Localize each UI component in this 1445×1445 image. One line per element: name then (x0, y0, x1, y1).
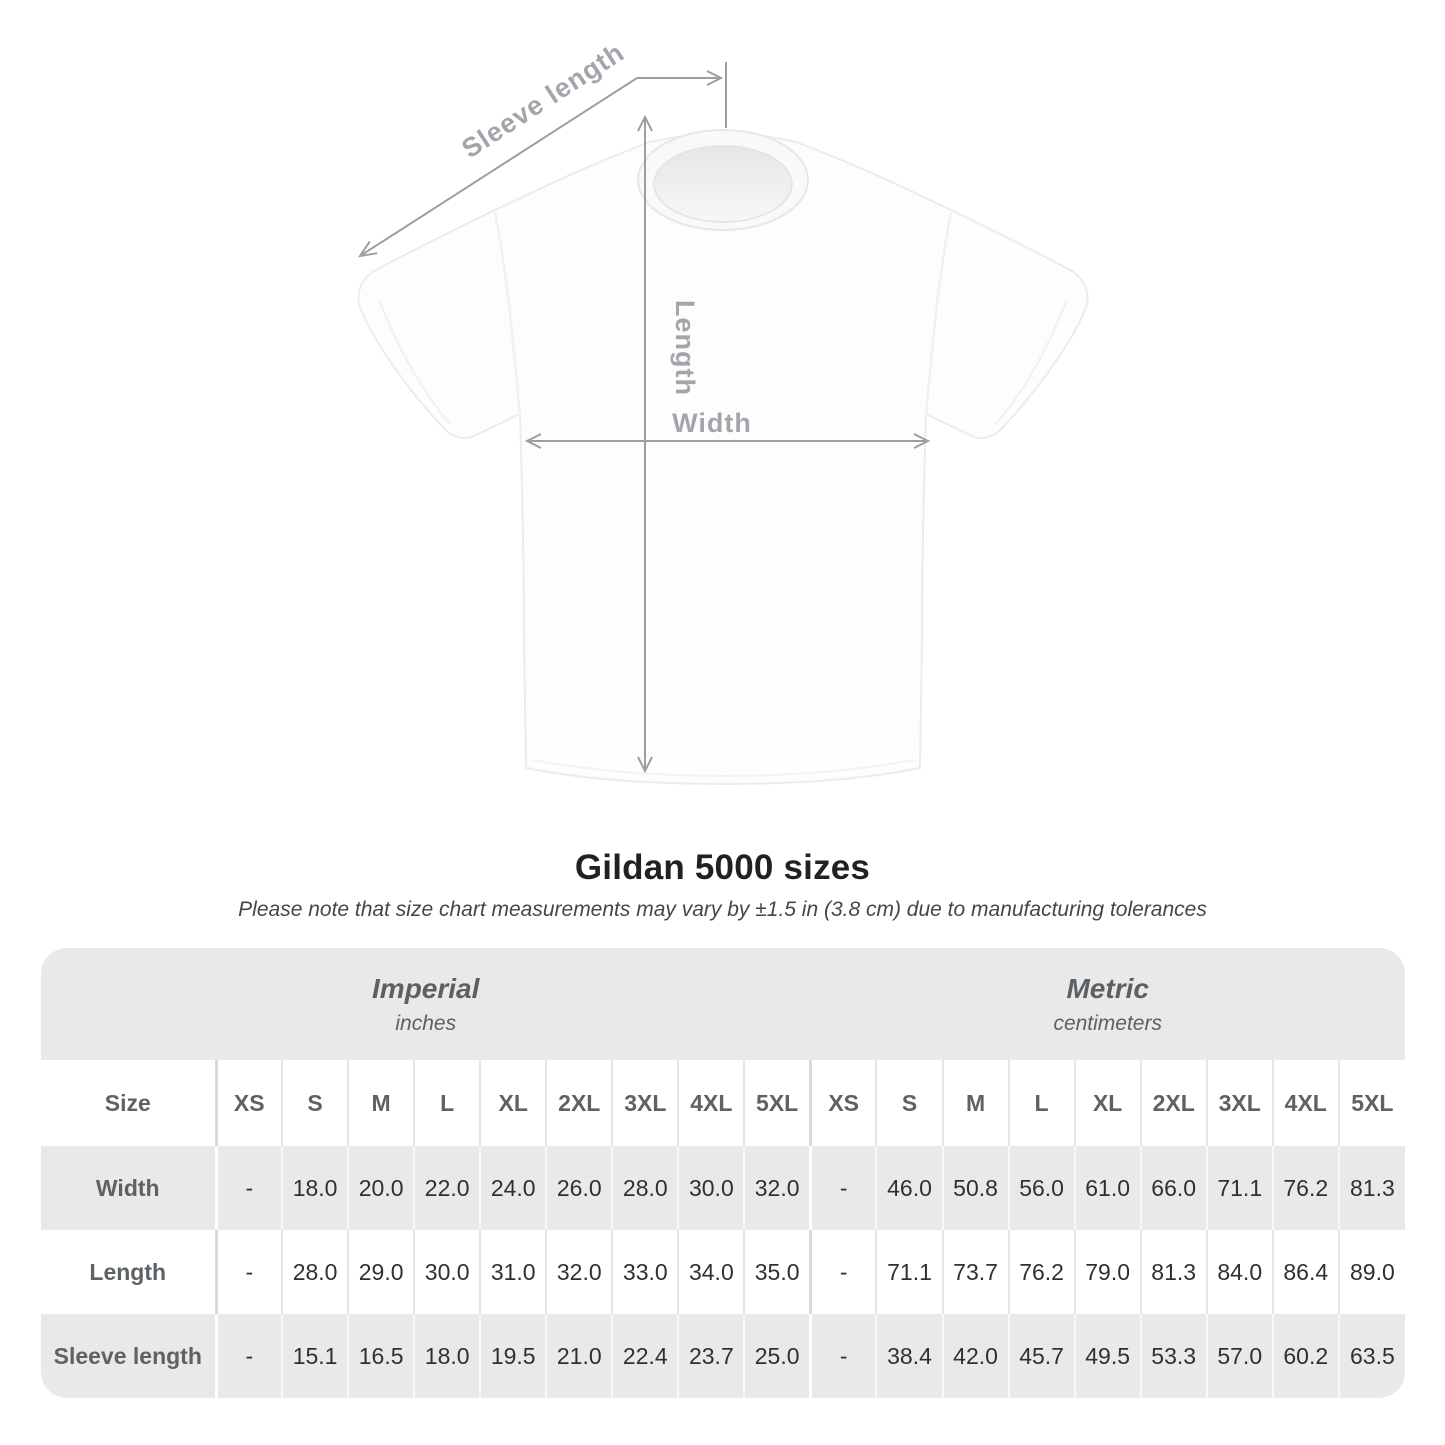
value-cell: - (810, 1314, 876, 1398)
value-cell: 16.5 (348, 1314, 414, 1398)
sleeve-length-label: Sleeve length (456, 36, 630, 164)
value-cell: 73.7 (943, 1230, 1009, 1314)
tshirt-illustration (358, 130, 1087, 784)
unit-header-row (41, 948, 1405, 1060)
value-cell: - (216, 1146, 282, 1230)
value-cell: 63.5 (1339, 1314, 1405, 1398)
imperial-section-header (41, 948, 810, 1060)
value-cell: 28.0 (612, 1146, 678, 1230)
value-cell: 35.0 (744, 1230, 810, 1314)
value-cell: - (216, 1314, 282, 1398)
imperial-title: Imperial (372, 972, 480, 1004)
page-title: Gildan 5000 sizes (574, 848, 871, 887)
metric-title: Metric (1066, 972, 1149, 1004)
value-cell: 15.1 (282, 1314, 348, 1398)
metric-unit: centimeters (1053, 1011, 1162, 1035)
value-cell: 53.3 (1141, 1314, 1207, 1398)
value-cell: 22.0 (414, 1146, 480, 1230)
value-cell: 86.4 (1273, 1230, 1339, 1314)
value-cell: 46.0 (876, 1146, 942, 1230)
size-table (41, 948, 1405, 1398)
size-header-cell: 5XL (744, 1060, 810, 1146)
tolerance-note: Please note that size chart measurements may vary by ±1.5 in (3.8 cm) due to manufacturing tolerances (238, 898, 1207, 921)
value-cell: 76.2 (1273, 1146, 1339, 1230)
value-cell: 81.3 (1339, 1146, 1405, 1230)
size-header-cell: XL (480, 1060, 546, 1146)
value-cell: 28.0 (282, 1230, 348, 1314)
row-label: Length (89, 1258, 167, 1285)
value-cell: 76.2 (1009, 1230, 1075, 1314)
value-cell: 81.3 (1141, 1230, 1207, 1314)
size-header-cell: S (876, 1060, 942, 1146)
value-cell: 29.0 (348, 1230, 414, 1314)
value-cell: 32.0 (546, 1230, 612, 1314)
value-cell: 19.5 (480, 1314, 546, 1398)
value-cell: 56.0 (1009, 1146, 1075, 1230)
value-cell: 60.2 (1273, 1314, 1339, 1398)
value-cell: 38.4 (876, 1314, 942, 1398)
value-cell: 57.0 (1207, 1314, 1273, 1398)
value-cell: 18.0 (414, 1314, 480, 1398)
size-header-cell: XS (810, 1060, 876, 1146)
value-cell: 26.0 (546, 1146, 612, 1230)
value-cell: 25.0 (744, 1314, 810, 1398)
value-cell: 61.0 (1075, 1146, 1141, 1230)
size-header-cell: L (1009, 1060, 1075, 1146)
value-cell: 23.7 (678, 1314, 744, 1398)
value-cell: - (216, 1230, 282, 1314)
size-header-cell: 4XL (1273, 1060, 1339, 1146)
value-cell: 89.0 (1339, 1230, 1405, 1314)
row-label: Width (95, 1174, 160, 1201)
value-cell: 71.1 (1207, 1146, 1273, 1230)
value-cell: 45.7 (1009, 1314, 1075, 1398)
value-cell: - (810, 1146, 876, 1230)
value-cell: 20.0 (348, 1146, 414, 1230)
value-cell: 71.1 (876, 1230, 942, 1314)
value-cell: 32.0 (744, 1146, 810, 1230)
sleeve-length-row (41, 1314, 1405, 1398)
size-header-cell: XL (1075, 1060, 1141, 1146)
value-cell: 79.0 (1075, 1230, 1141, 1314)
value-cell: 30.0 (414, 1230, 480, 1314)
size-header-row (41, 1060, 1405, 1146)
value-cell: 66.0 (1141, 1146, 1207, 1230)
value-cell: 42.0 (943, 1314, 1009, 1398)
value-cell: 22.4 (612, 1314, 678, 1398)
value-cell: 34.0 (678, 1230, 744, 1314)
width-label: Width (672, 408, 752, 438)
length-label: Length (670, 300, 700, 396)
size-table-grid (41, 948, 1405, 1398)
value-cell: 50.8 (943, 1146, 1009, 1230)
value-cell: 84.0 (1207, 1230, 1273, 1314)
size-header-cell: S (282, 1060, 348, 1146)
size-header-cell: 4XL (678, 1060, 744, 1146)
value-cell: 31.0 (480, 1230, 546, 1314)
size-header-cell: 3XL (1207, 1060, 1273, 1146)
size-column-header: Size (104, 1089, 151, 1116)
metric-section-header (810, 948, 1405, 1060)
size-header-cell: L (414, 1060, 480, 1146)
row-label: Sleeve length (53, 1342, 202, 1369)
value-cell: 33.0 (612, 1230, 678, 1314)
imperial-unit: inches (395, 1011, 457, 1035)
size-header-cell: 2XL (546, 1060, 612, 1146)
size-header-cell: M (348, 1060, 414, 1146)
size-header-cell: M (943, 1060, 1009, 1146)
value-cell: 30.0 (678, 1146, 744, 1230)
value-cell: 24.0 (480, 1146, 546, 1230)
value-cell: - (810, 1230, 876, 1314)
size-header-cell: 3XL (612, 1060, 678, 1146)
width-row (41, 1146, 1405, 1230)
size-header-cell: 2XL (1141, 1060, 1207, 1146)
value-cell: 49.5 (1075, 1314, 1141, 1398)
value-cell: 21.0 (546, 1314, 612, 1398)
size-header-cell: 5XL (1339, 1060, 1405, 1146)
length-row (41, 1230, 1405, 1314)
value-cell: 18.0 (282, 1146, 348, 1230)
size-header-cell: XS (216, 1060, 282, 1146)
